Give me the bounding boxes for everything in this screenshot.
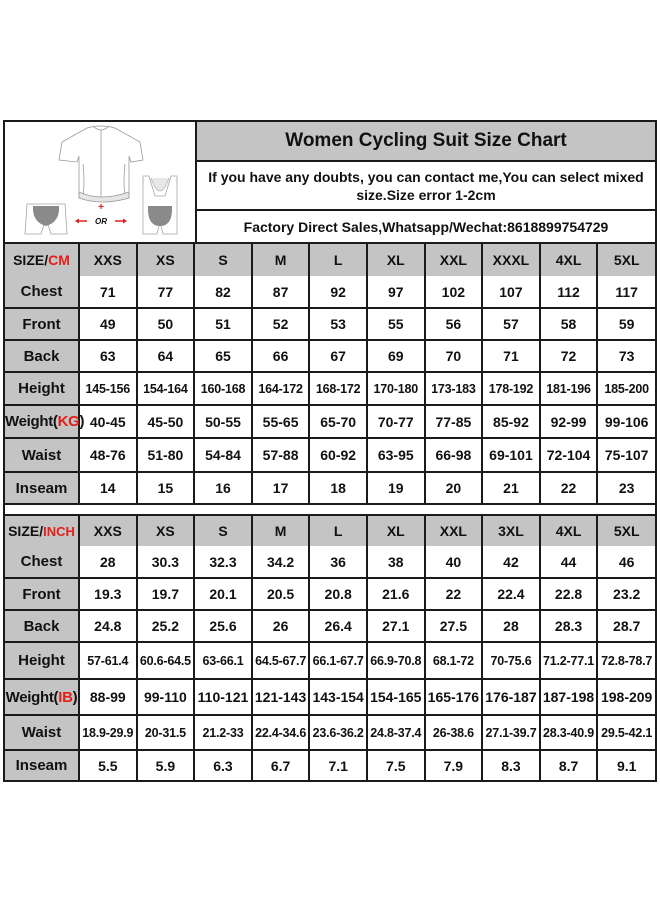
- table-cell: 63-95: [367, 438, 425, 472]
- contact-info: Factory Direct Sales,Whatsapp/Wechat:8618899754729: [243, 218, 609, 235]
- size-header: XS: [137, 516, 195, 546]
- table-cell: 71: [79, 276, 137, 308]
- size-chart-sheet: [3, 120, 657, 782]
- table-cell: 97: [367, 276, 425, 308]
- size-header: XXS: [79, 244, 137, 276]
- cm-size-table: [5, 244, 655, 503]
- row-label-text: Weight(: [5, 413, 58, 430]
- table-cell: 69-101: [482, 438, 540, 472]
- table-cell: 110-121: [194, 679, 252, 715]
- table-cell: 49: [79, 308, 137, 340]
- size-label-text: SIZE/: [13, 252, 49, 268]
- table-cell: 57-88: [252, 438, 310, 472]
- size-header: 5XL: [597, 244, 655, 276]
- table-cell: 112: [540, 276, 598, 308]
- table-cell: 28: [482, 610, 540, 642]
- table-cell: 26: [252, 610, 310, 642]
- table-cell: 154-164: [137, 372, 195, 405]
- bib-shorts-icon: [143, 176, 177, 234]
- size-note: If you have any doubts, you can contact me,You can select mixed size.Size error 1-2cm: [197, 162, 655, 211]
- table-cell: 19.7: [137, 578, 195, 610]
- table-row-chest: [5, 546, 655, 578]
- size-header: 4XL: [540, 516, 598, 546]
- table-cell: 88-99: [79, 679, 137, 715]
- row-label: Height: [5, 642, 79, 679]
- row-label: Back: [5, 340, 79, 372]
- table-cell: 44: [540, 546, 598, 578]
- size-header: M: [252, 244, 310, 276]
- weight-unit: IB: [58, 688, 73, 706]
- size-header: M: [252, 516, 310, 546]
- cycling-shorts-icon: [25, 204, 67, 234]
- product-illustration: [5, 122, 197, 242]
- size-header: XS: [137, 244, 195, 276]
- table-cell: 187-198: [540, 679, 598, 715]
- table-cell: 7.1: [309, 750, 367, 780]
- size-header: XXL: [425, 516, 483, 546]
- table-cell: 46: [597, 546, 655, 578]
- table-cell: 32.3: [194, 546, 252, 578]
- size-header: S: [194, 244, 252, 276]
- table-cell: 66-98: [425, 438, 483, 472]
- table-cell: 53: [309, 308, 367, 340]
- table-cell: 60.6-64.5: [137, 642, 195, 679]
- table-cell: 55: [367, 308, 425, 340]
- table-cell: 25.6: [194, 610, 252, 642]
- table-cell: 16: [194, 472, 252, 503]
- table-cell: 52: [252, 308, 310, 340]
- table-cell: 168-172: [309, 372, 367, 405]
- row-label: Front: [5, 308, 79, 340]
- table-cell: 29.5-42.1: [597, 715, 655, 750]
- table-cell: 8.7: [540, 750, 598, 780]
- table-cell: 24.8: [79, 610, 137, 642]
- table-row-chest: [5, 276, 655, 308]
- table-cell: 24.8-37.4: [367, 715, 425, 750]
- cm-header-row: [5, 244, 655, 276]
- row-label: Front: [5, 578, 79, 610]
- table-cell: 28.3: [540, 610, 598, 642]
- table-cell: 22: [540, 472, 598, 503]
- row-label: [5, 405, 85, 438]
- size-unit-label: [5, 244, 79, 276]
- size-header: L: [309, 516, 367, 546]
- unit-inch: INCH: [43, 524, 75, 539]
- table-cell: 23: [597, 472, 655, 503]
- row-label: Height: [5, 372, 79, 405]
- table-cell: 57: [482, 308, 540, 340]
- table-cell: 82: [194, 276, 252, 308]
- svg-text:+: +: [98, 202, 104, 213]
- table-cell: 75-107: [597, 438, 655, 472]
- size-header: S: [194, 516, 252, 546]
- size-header: XXS: [79, 516, 137, 546]
- table-cell: 21.6: [367, 578, 425, 610]
- table-cell: 28.3-40.9: [540, 715, 598, 750]
- table-cell: 20.8: [309, 578, 367, 610]
- table-cell: 70-77: [367, 405, 425, 438]
- table-cell: 20-31.5: [137, 715, 195, 750]
- table-cell: 27.1-39.7: [482, 715, 540, 750]
- table-cell: 30.3: [137, 546, 195, 578]
- cycling-suit-illustration-icon: [5, 122, 195, 240]
- table-cell: 198-209: [597, 679, 655, 715]
- table-cell: 64: [137, 340, 195, 372]
- table-cell: 65-70: [309, 405, 367, 438]
- table-cell: 58: [540, 308, 598, 340]
- table-cell: 60-92: [309, 438, 367, 472]
- size-header: XL: [367, 244, 425, 276]
- table-cell: 72.8-78.7: [597, 642, 655, 679]
- table-cell: 22.4: [482, 578, 540, 610]
- table-cell: 63: [79, 340, 137, 372]
- table-cell: 65: [194, 340, 252, 372]
- table-cell: 19: [367, 472, 425, 503]
- inch-header-row: [5, 516, 655, 546]
- table-cell: 28.7: [597, 610, 655, 642]
- table-cell: 15: [137, 472, 195, 503]
- table-cell: 22: [425, 578, 483, 610]
- table-cell: 92: [309, 276, 367, 308]
- table-row-back: [5, 610, 655, 642]
- row-label-text: Weight(: [5, 688, 59, 706]
- table-cell: 17: [252, 472, 310, 503]
- table-cell: 57-61.4: [79, 642, 137, 679]
- cycling-jersey-icon: [59, 126, 143, 202]
- table-cell: 71: [482, 340, 540, 372]
- table-cell: 7.9: [425, 750, 483, 780]
- chart-title: Women Cycling Suit Size Chart: [197, 122, 655, 162]
- table-cell: 6.7: [252, 750, 310, 780]
- table-cell: 73: [597, 340, 655, 372]
- table-cell: 21.2-33: [194, 715, 252, 750]
- table-cell: 71.2-77.1: [540, 642, 598, 679]
- table-row-back: [5, 340, 655, 372]
- table-cell: 51-80: [137, 438, 195, 472]
- table-cell: 20: [425, 472, 483, 503]
- table-cell: 28: [79, 546, 137, 578]
- table-cell: 63-66.1: [194, 642, 252, 679]
- table-cell: 38: [367, 546, 425, 578]
- table-cell: 85-92: [482, 405, 540, 438]
- table-cell: 42: [482, 546, 540, 578]
- table-cell: 27.5: [425, 610, 483, 642]
- table-cell: 70-75.6: [482, 642, 540, 679]
- table-cell: 26.4: [309, 610, 367, 642]
- table-cell: 67: [309, 340, 367, 372]
- size-header: L: [309, 244, 367, 276]
- table-cell: 69: [367, 340, 425, 372]
- table-cell: 66.1-67.7: [309, 642, 367, 679]
- table-cell: 23.6-36.2: [309, 715, 367, 750]
- table-cell: 51: [194, 308, 252, 340]
- size-header: 5XL: [597, 516, 655, 546]
- table-cell: 160-168: [194, 372, 252, 405]
- row-label-suffix: ): [79, 413, 85, 430]
- table-cell: 87: [252, 276, 310, 308]
- table-cell: 121-143: [252, 679, 310, 715]
- table-cell: 99-110: [137, 679, 195, 715]
- table-cell: 173-183: [425, 372, 483, 405]
- table-cell: 8.3: [482, 750, 540, 780]
- table-cell: 56: [425, 308, 483, 340]
- table-row-front: [5, 308, 655, 340]
- table-cell: 22.8: [540, 578, 598, 610]
- table-cell: 45-50: [137, 405, 195, 438]
- row-label-suffix: ): [72, 688, 78, 706]
- table-cell: 36: [309, 546, 367, 578]
- table-cell: 6.3: [194, 750, 252, 780]
- table-cell: 27.1: [367, 610, 425, 642]
- table-row-front: [5, 578, 655, 610]
- table-cell: 22.4-34.6: [252, 715, 310, 750]
- table-spacer: [5, 503, 655, 516]
- table-cell: 21: [482, 472, 540, 503]
- row-label: Chest: [5, 276, 79, 308]
- table-cell: 185-200: [597, 372, 655, 405]
- size-label-text: SIZE/: [8, 523, 44, 539]
- table-cell: 72: [540, 340, 598, 372]
- table-cell: 19.3: [79, 578, 137, 610]
- table-row-inseam: [5, 472, 655, 503]
- table-cell: 92-99: [540, 405, 598, 438]
- row-label: Waist: [5, 438, 79, 472]
- or-connector-icon: [75, 202, 127, 226]
- table-cell: 102: [425, 276, 483, 308]
- table-cell: 68.1-72: [425, 642, 483, 679]
- row-label: Back: [5, 610, 79, 642]
- table-row-weight: [5, 405, 655, 438]
- table-row-height: [5, 642, 655, 679]
- size-header: XXL: [425, 244, 483, 276]
- size-header: XXXL: [482, 244, 540, 276]
- svg-text:OR: OR: [95, 217, 107, 226]
- table-cell: 7.5: [367, 750, 425, 780]
- table-cell: 77: [137, 276, 195, 308]
- size-header: 3XL: [482, 516, 540, 546]
- table-cell: 23.2: [597, 578, 655, 610]
- table-row-weight: [5, 679, 655, 715]
- table-cell: 59: [597, 308, 655, 340]
- table-cell: 72-104: [540, 438, 598, 472]
- table-cell: 70: [425, 340, 483, 372]
- size-header: 4XL: [540, 244, 598, 276]
- table-cell: 117: [597, 276, 655, 308]
- size-unit-label: [5, 516, 79, 546]
- table-cell: 178-192: [482, 372, 540, 405]
- table-cell: 50: [137, 308, 195, 340]
- table-cell: 18.9-29.9: [79, 715, 137, 750]
- table-cell: 54-84: [194, 438, 252, 472]
- table-cell: 64.5-67.7: [252, 642, 310, 679]
- table-row-height: [5, 372, 655, 405]
- row-label: Chest: [5, 546, 79, 578]
- table-cell: 40: [425, 546, 483, 578]
- inch-rows: [5, 546, 655, 780]
- table-cell: 77-85: [425, 405, 483, 438]
- table-cell: 170-180: [367, 372, 425, 405]
- table-cell: 164-172: [252, 372, 310, 405]
- table-cell: 143-154: [309, 679, 367, 715]
- table-cell: 34.2: [252, 546, 310, 578]
- inch-size-table: [5, 516, 655, 780]
- table-cell: 25.2: [137, 610, 195, 642]
- header-text-column: [197, 122, 655, 242]
- cm-rows: [5, 276, 655, 503]
- row-label: [5, 679, 79, 715]
- row-label: Inseam: [5, 750, 79, 780]
- chart-header: [5, 122, 655, 244]
- table-cell: 181-196: [540, 372, 598, 405]
- weight-unit: KG: [57, 413, 80, 430]
- table-row-inseam: [5, 750, 655, 780]
- table-cell: 14: [79, 472, 137, 503]
- table-cell: 50-55: [194, 405, 252, 438]
- table-cell: 66.9-70.8: [367, 642, 425, 679]
- table-cell: 40-45: [79, 405, 137, 438]
- table-cell: 48-76: [79, 438, 137, 472]
- unit-cm: CM: [48, 252, 70, 268]
- table-cell: 154-165: [367, 679, 425, 715]
- table-cell: 165-176: [425, 679, 483, 715]
- table-cell: 66: [252, 340, 310, 372]
- table-cell: 20.5: [252, 578, 310, 610]
- table-cell: 5.5: [79, 750, 137, 780]
- table-cell: 18: [309, 472, 367, 503]
- table-cell: 5.9: [137, 750, 195, 780]
- table-cell: 20.1: [194, 578, 252, 610]
- row-label: Inseam: [5, 472, 79, 503]
- table-cell: 26-38.6: [425, 715, 483, 750]
- table-row-waist: [5, 715, 655, 750]
- table-cell: 55-65: [252, 405, 310, 438]
- table-cell: 145-156: [79, 372, 137, 405]
- size-header: XL: [367, 516, 425, 546]
- table-cell: 176-187: [482, 679, 540, 715]
- table-row-waist: [5, 438, 655, 472]
- table-cell: 107: [482, 276, 540, 308]
- table-cell: 9.1: [597, 750, 655, 780]
- table-cell: 99-106: [597, 405, 655, 438]
- row-label: Waist: [5, 715, 79, 750]
